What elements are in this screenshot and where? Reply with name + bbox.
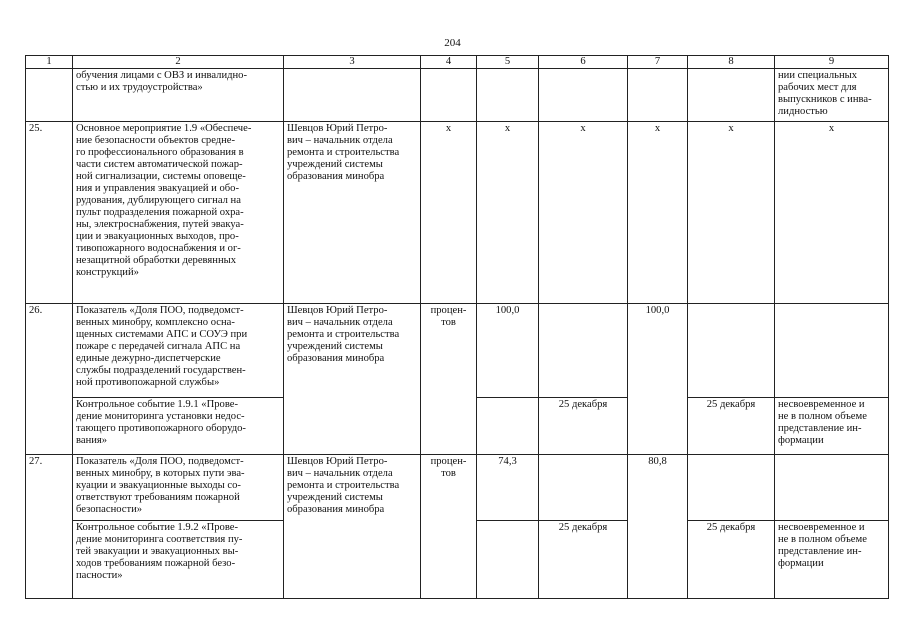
table-row — [26, 304, 889, 398]
empty-cell — [477, 521, 539, 599]
control-event-description: Контрольное событие 1.9.2 «Прове- дение мониторинга соответствия пу- тей эвакуации и эвакуационных вы- ходов требованиям пожарной безо- пасности» — [73, 521, 284, 599]
empty-cell — [284, 69, 421, 122]
control-event-description: Контрольное событие 1.9.1 «Прове- дение мониторинга установки недос- тающего противопожарного оборудо- вания» — [73, 398, 284, 455]
column-number: 4 — [421, 56, 477, 69]
empty-cell — [688, 69, 775, 122]
column-number-row — [26, 56, 889, 69]
empty-cell — [628, 69, 688, 122]
value-cell: х — [477, 122, 539, 304]
continued-risk: нии специальных рабочих мест для выпускников с инва- лидностью — [775, 69, 889, 122]
empty-cell — [477, 398, 539, 455]
responsible-person: Шевцов Юрий Петро- вич – начальник отдела ремонта и строительства учреждений системы образования минобра — [284, 304, 421, 455]
table-row — [26, 69, 889, 122]
date-cell: 25 декабря — [688, 521, 775, 599]
value-cell: 100,0 — [477, 304, 539, 398]
responsible-person: Шевцов Юрий Петро- вич – начальник отдела ремонта и строительства учреждений системы образования минобра — [284, 455, 421, 599]
table-row — [26, 455, 889, 521]
indicator-description: Показатель «Доля ПОО, подведомст- венных минобру, комплексно осна- щенных системами АПС и СОУЭ при пожаре с передачей сигнала АПС на единые дежурно-диспетчерские службы подразделений государствен- ной противопожарной службы» — [73, 304, 284, 398]
value-cell: 100,0 — [628, 304, 688, 455]
column-number: 3 — [284, 56, 421, 69]
column-number: 6 — [539, 56, 628, 69]
value-cell: 74,3 — [477, 455, 539, 521]
column-number: 2 — [73, 56, 284, 69]
value-cell: х — [628, 122, 688, 304]
unit-cell: процен- тов — [421, 455, 477, 599]
empty-cell — [421, 69, 477, 122]
date-cell: х — [688, 122, 775, 304]
table-row — [26, 122, 889, 304]
date-cell: х — [539, 122, 628, 304]
unit-cell: процен- тов — [421, 304, 477, 455]
risk-cell: х — [775, 122, 889, 304]
risk-cell: несвоевременное и не в полном объеме представление ин- формации — [775, 398, 889, 455]
empty-cell — [477, 69, 539, 122]
empty-cell — [688, 304, 775, 398]
date-cell: 25 декабря — [539, 398, 628, 455]
continued-description: обучения лицами с ОВЗ и инвалидно- стью и их трудоустройства» — [73, 69, 284, 122]
date-cell: 25 декабря — [688, 398, 775, 455]
column-number: 1 — [26, 56, 73, 69]
row-number: 27. — [26, 455, 73, 599]
responsible-person: Шевцов Юрий Петро- вич – начальник отдела ремонта и строительства учреждений системы образования минобра — [284, 122, 421, 304]
empty-cell — [539, 455, 628, 521]
empty-cell — [539, 304, 628, 398]
column-number: 7 — [628, 56, 688, 69]
row-number — [26, 69, 73, 122]
value-cell: 80,8 — [628, 455, 688, 599]
row-number: 26. — [26, 304, 73, 455]
column-number: 5 — [477, 56, 539, 69]
empty-cell — [775, 455, 889, 521]
date-cell: 25 декабря — [539, 521, 628, 599]
plan-table — [25, 55, 889, 599]
empty-cell — [688, 455, 775, 521]
indicator-description: Показатель «Доля ПОО, подведомст- венных минобру, в которых пути эва- куации и эвакуационные выходы со- ответствуют требованиям пожарной безопасности» — [73, 455, 284, 521]
risk-cell: несвоевременное и не в полном объеме представление ин- формации — [775, 521, 889, 599]
column-number: 9 — [775, 56, 889, 69]
row-number: 25. — [26, 122, 73, 304]
empty-cell — [775, 304, 889, 398]
unit-cell: х — [421, 122, 477, 304]
measure-description: Основное мероприятие 1.9 «Обеспече- ние безопасности объектов средне- го профессионального образования в части систем автоматической пожар- ной сигнализации, системы оповеще- ния и управления эвакуацией и обо- рудования, дублирующего сигнал на пульт подразделения пожарной охра- ны, электроснабжения, путей эвакуа- ции и эвакуационных выходов, про- тивопожарного водоснабжения и ог- незащитной обработки деревянных конструкций» — [73, 122, 284, 304]
column-number: 8 — [688, 56, 775, 69]
page-number: 204 — [444, 37, 461, 49]
empty-cell — [539, 69, 628, 122]
